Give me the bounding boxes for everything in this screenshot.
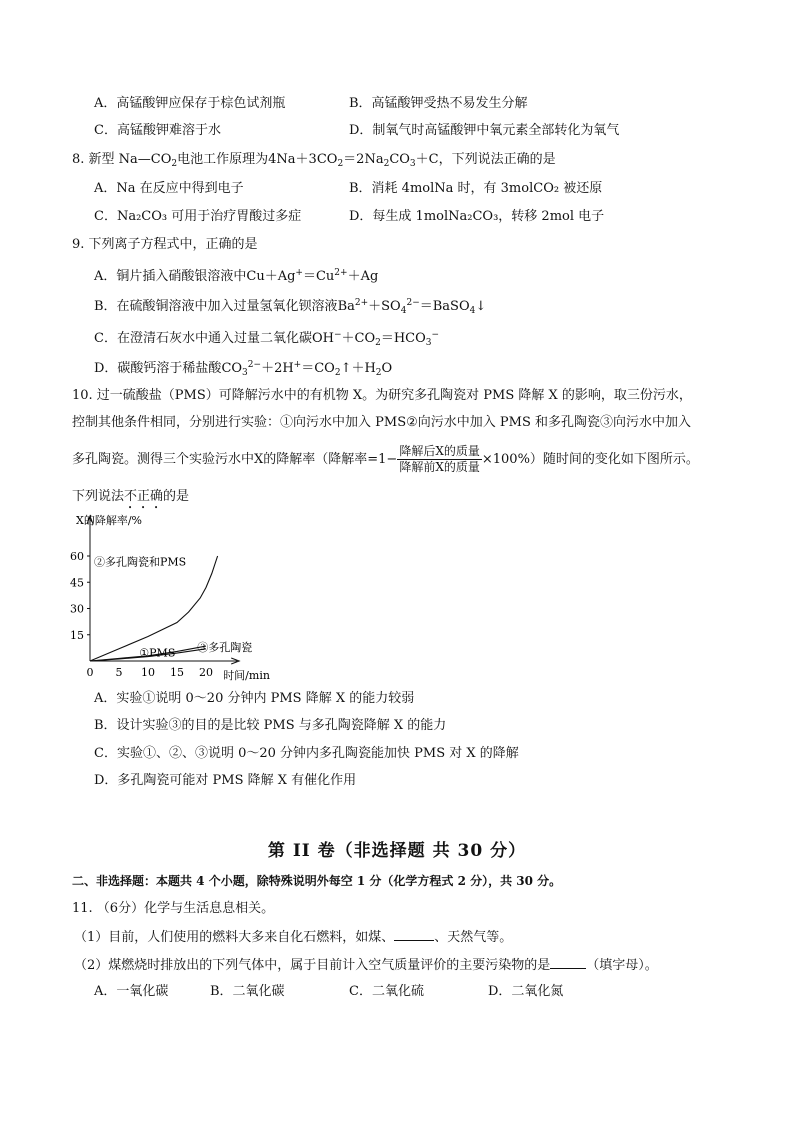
q8-option-a: A．Na 在反应中得到电子: [94, 181, 244, 196]
q8-option-b: B．消耗 4molNa 时，有 3molCO₂ 被还原: [349, 181, 603, 196]
y-axis-label: X的降解率/%: [76, 514, 142, 527]
q8-stem: 8. 新型 $Na—CO_2$电池工作原理为$4Na+3CO_2=2Na_2CO_3+C$，下列说法正确的是: [72, 152, 556, 169]
x-tick-label: 5: [115, 666, 123, 679]
q9-option-d: D．碳酸钙溶于稀盐酸$CO_3^{2-}+2H^+=CO_2↑+H_2O$: [94, 360, 393, 378]
series-label-pms-ceramic: ②多孔陶瓷和PMS: [94, 555, 187, 569]
q10-option-b: B．设计实验③的目的是比较 PMS 与多孔陶瓷降解 X 的能力: [94, 718, 447, 733]
series-label-ceramic: ③多孔陶瓷: [197, 641, 253, 654]
q10-question: 下列说法不正确的是: [72, 489, 190, 504]
q11-part1: （1）目前，人们使用的燃料大多来自化石燃料，如煤、 、天然气等。: [74, 930, 513, 945]
q11-option-d: D．二氧化氮: [488, 984, 564, 999]
x-axis-label: 时间/min: [223, 669, 270, 682]
q7-option-c: C．高锰酸钾难溶于水: [94, 123, 221, 138]
q7-option-d: D．制氧气时高锰酸钾中氧元素全部转化为氧气: [349, 123, 620, 138]
q11-option-c: C．二氧化硫: [349, 984, 424, 999]
y-tick-label: 60: [70, 550, 84, 563]
q11-stem: 11. （6分）化学与生活息息相关。: [72, 901, 275, 916]
y-tick-label: 30: [70, 602, 84, 616]
q9-option-c: C．在澄清石灰水中通入过量二氧化碳$OH^-+CO_2=HCO_3^-$: [94, 330, 440, 348]
q8-option-c: C．Na₂CO₃ 可用于治疗胃酸过多症: [94, 209, 302, 224]
q7-option-a: A．高锰酸钾应保存于棕色试剂瓶: [94, 96, 286, 111]
q10-option-d: D．多孔陶瓷可能对 PMS 降解 X 有催化作用: [94, 773, 357, 788]
q11-option-b: B．二氧化碳: [210, 984, 285, 999]
x-tick-label: 20: [199, 666, 213, 679]
x-tick-label: 10: [141, 666, 155, 679]
y-tick-label: 15: [70, 628, 84, 642]
answer-blank[interactable]: [394, 928, 434, 941]
q9-option-a: A．铜片插入硝酸银溶液中$Cu+Ag^+=Cu^{2+}+Ag$: [94, 268, 379, 284]
degradation-chart: [66, 508, 286, 683]
q10-option-c: C．实验①、②、③说明 0～20 分钟内多孔陶瓷能加快 PMS 对 X 的降解: [94, 746, 519, 761]
q10-stem-line1: 10. 过一硫酸盐（PMS）可降解污水中的有机物 X。为研究多孔陶瓷对 PMS 降解 X 的影响，取三份污水，: [72, 388, 692, 403]
answer-blank[interactable]: [550, 956, 586, 969]
q11-option-a: A．一氧化碳: [94, 984, 169, 999]
section-instructions: 二、非选择题：本题共 4 个小题，除特殊说明外每空 1 分（化学方程式 2 分），共 30 分。: [72, 874, 562, 888]
q10-stem-line2: 控制其他条件相同，分别进行实验：①向污水中加入 PMS②向污水中加入 PMS 和多孔陶瓷③向污水中加入: [72, 415, 691, 430]
degradation-fraction: $\frac{\text{降解后X的质量}}{\text{降解前X的质量}}$: [399, 444, 480, 474]
q8-option-d: D．每生成 1molNa₂CO₃，转移 2mol 电子: [349, 209, 605, 224]
q9-stem: 9. 下列离子方程式中，正确的是: [72, 237, 258, 252]
x-tick-label: 15: [170, 666, 184, 679]
series-label-pms: ①PMS: [139, 646, 176, 660]
section-title: 第 II 卷（非选择题 共 30 分）: [267, 841, 527, 861]
q11-part2: （2）煤燃烧时排放出的下列气体中，属于目前计入空气质量评价的主要污染物的是 （填字母）。: [74, 958, 658, 973]
q9-option-b: B．在硫酸铜溶液中加入过量氢氧化钡溶液$Ba^{2+}+SO_4^{2-}=BaSO_4↓$: [94, 298, 487, 316]
q7-option-b: B．高锰酸钾受热不易发生分解: [349, 96, 528, 111]
x-tick-label: 0: [86, 666, 94, 679]
y-tick-label: 45: [70, 576, 84, 590]
q10-option-a: A．实验①说明 0～20 分钟内 PMS 降解 X 的能力较弱: [94, 691, 415, 706]
q10-stem-line3: 多孔陶瓷。测得三个实验污水中X的降解率（降解率=1− $\frac{\text{降解后X的质量}}{\text{降解前X的质量}}$ ×100%）随时间的变化如下图所示。: [72, 444, 699, 474]
